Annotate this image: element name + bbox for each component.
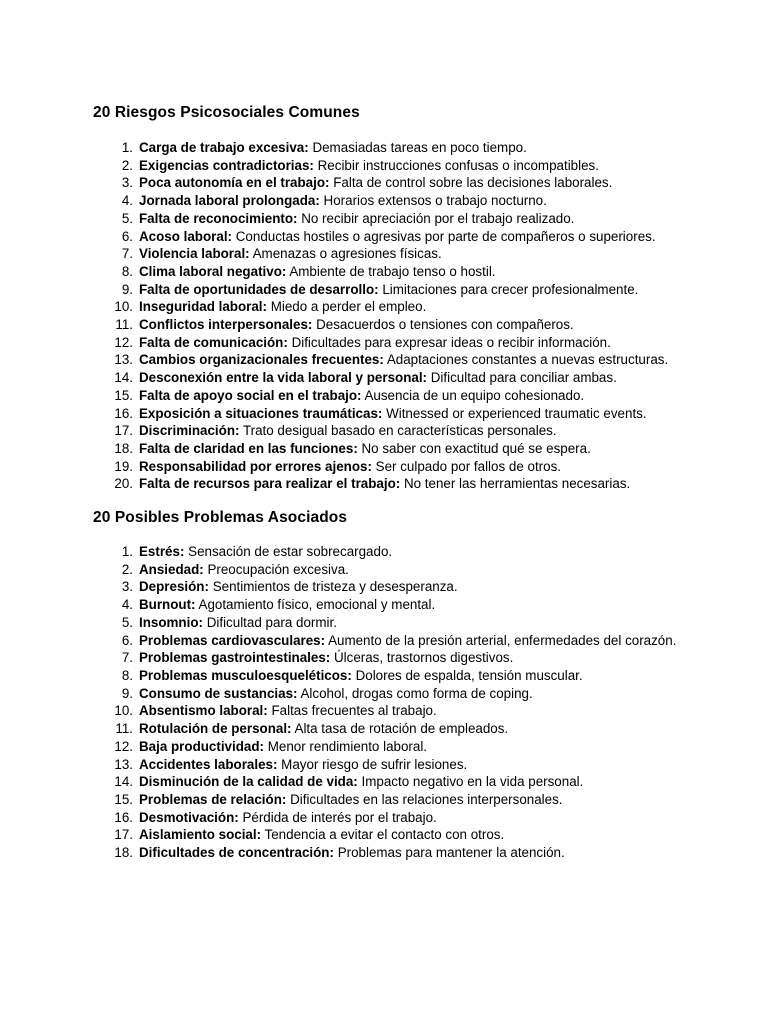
list-item-term: Clima laboral negativo: xyxy=(139,263,287,279)
list-item-number: 13. xyxy=(114,352,133,368)
list-item-term: Inseguridad laboral: xyxy=(139,299,267,315)
list-item-term: Falta de apoyo social en el trabajo: xyxy=(139,387,362,403)
list-item-term: Dificultades de concentración: xyxy=(139,845,334,861)
list-item-term: Carga de trabajo excesiva: xyxy=(139,140,309,155)
list-item-number: 3. xyxy=(121,175,133,191)
list-item-description: Dificultades en las relaciones interpersonales. xyxy=(290,791,563,807)
list-item xyxy=(93,720,683,738)
list-item-description: Menor rendimiento laboral. xyxy=(267,738,428,754)
list-item xyxy=(93,685,683,703)
list-item-description: Pérdida de interés por el trabajo. xyxy=(242,809,437,825)
list-item-term: Falta de comunicación: xyxy=(139,334,288,350)
list-item-number: 18. xyxy=(114,440,133,456)
list-item xyxy=(93,139,683,157)
list-item xyxy=(93,809,683,827)
list-item xyxy=(93,596,683,614)
list-item-term: Conflictos interpersonales: xyxy=(139,317,313,333)
list-item xyxy=(93,458,683,476)
list-item-term: Exigencias contradictorias: xyxy=(139,157,314,173)
list-item-term: Falta de claridad en las funciones: xyxy=(139,440,358,456)
list-item-description: Ausencia de un equipo cohesionado. xyxy=(364,387,585,403)
list-item-number: 9. xyxy=(121,685,133,701)
list-item xyxy=(93,334,683,352)
list-item xyxy=(93,667,683,685)
list-item-number: 14. xyxy=(114,370,133,386)
list-item-description: Preocupación excesiva. xyxy=(207,561,349,577)
list-item xyxy=(93,192,683,210)
list-item-description: Amenazas o agresiones físicas. xyxy=(252,246,442,262)
list-item-term: Falta de recursos para realizar el trabajo: xyxy=(139,476,401,492)
list-item-number: 1. xyxy=(121,544,133,560)
list-item xyxy=(93,422,683,440)
list-item-number: 3. xyxy=(121,579,133,595)
list-item-term: Violencia laboral: xyxy=(139,246,250,262)
list-item-term: Absentismo laboral: xyxy=(139,703,268,719)
list-item xyxy=(93,702,683,720)
list-item-term: Depresión: xyxy=(139,579,209,595)
list-item-number: 10. xyxy=(114,703,133,719)
list-item xyxy=(93,369,683,387)
list-item-description: Miedo a perder el empleo. xyxy=(270,299,427,315)
list-item-number: 1. xyxy=(121,140,133,155)
list-item-description: Horarios extensos o trabajo nocturno. xyxy=(323,193,547,209)
list-item-term: Falta de oportunidades de desarrollo: xyxy=(139,281,379,297)
list-item xyxy=(93,826,683,844)
list-item xyxy=(93,614,683,632)
list-item-term: Disminución de la calidad de vida: xyxy=(139,774,358,790)
list-item-number: 4. xyxy=(121,193,133,209)
list-item-number: 2. xyxy=(121,157,133,173)
list-item-description: Limitaciones para crecer profesionalmente. xyxy=(382,281,639,297)
list-item-number: 8. xyxy=(121,667,133,683)
list-item xyxy=(93,756,683,774)
list-item-term: Responsabilidad por errores ajenos: xyxy=(139,458,372,474)
list-item-number: 20. xyxy=(114,476,133,492)
list-item-number: 16. xyxy=(114,809,133,825)
list-item xyxy=(93,561,683,579)
list-item-number: 12. xyxy=(114,334,133,350)
list-item-term: Insomnio: xyxy=(139,614,203,630)
list-item-description: Dolores de espalda, tensión muscular. xyxy=(355,667,583,683)
list-item xyxy=(93,210,683,228)
list-item xyxy=(93,228,683,246)
list-item-description: Problemas para mantener la atención. xyxy=(337,845,565,861)
riesgos-list xyxy=(93,139,683,493)
problemas-list xyxy=(93,543,683,862)
list-item-description: Ambiente de trabajo tenso o hostil. xyxy=(289,263,496,279)
list-item-description: Impacto negativo en la vida personal. xyxy=(361,774,584,790)
list-item xyxy=(93,632,683,650)
list-item-number: 2. xyxy=(121,561,133,577)
list-item-description: Úlceras, trastornos digestivos. xyxy=(333,650,514,666)
list-item-description: Trato desigual basado en características personales. xyxy=(242,423,557,439)
list-item-term: Exposición a situaciones traumáticas: xyxy=(139,405,383,421)
list-item xyxy=(93,316,683,334)
list-item-number: 8. xyxy=(121,263,133,279)
list-item-number: 17. xyxy=(114,827,133,843)
list-item-term: Desmotivación: xyxy=(139,809,239,825)
list-item-number: 7. xyxy=(121,246,133,262)
list-item xyxy=(93,738,683,756)
list-item-term: Burnout: xyxy=(139,597,196,613)
section-title-problemas: 20 Posibles Problemas Asociados xyxy=(93,509,348,527)
list-item-description: Recibir instrucciones confusas o incompatibles. xyxy=(317,157,599,173)
list-item-term: Falta de reconocimiento: xyxy=(139,210,298,226)
list-item xyxy=(93,440,683,458)
list-item-number: 15. xyxy=(114,387,133,403)
list-item-term: Problemas cardiovasculares: xyxy=(139,632,326,648)
list-item xyxy=(93,578,683,596)
list-item xyxy=(93,405,683,423)
list-item xyxy=(93,245,683,263)
list-item xyxy=(93,649,683,667)
list-item-term: Problemas musculoesqueléticos: xyxy=(139,667,352,683)
list-item-term: Problemas de relación: xyxy=(139,791,287,807)
list-item-term: Discriminación: xyxy=(139,423,240,439)
list-item-description: Dificultad para conciliar ambas. xyxy=(430,370,617,386)
list-item-description: No tener las herramientas necesarias. xyxy=(403,476,631,492)
list-item-term: Ansiedad: xyxy=(139,561,204,577)
list-item-description: Demasiadas tareas en poco tiempo. xyxy=(312,140,527,155)
list-item-term: Accidentes laborales: xyxy=(139,756,278,772)
list-item xyxy=(93,844,683,862)
list-item-number: 16. xyxy=(114,405,133,421)
list-item-term: Jornada laboral prolongada: xyxy=(139,193,320,209)
list-item-term: Problemas gastrointestinales: xyxy=(139,650,331,666)
list-item xyxy=(93,157,683,175)
list-item-term: Baja productividad: xyxy=(139,738,264,754)
list-item-description: Falta de control sobre las decisiones laborales. xyxy=(333,175,613,191)
list-item-number: 4. xyxy=(121,597,133,613)
list-item xyxy=(93,387,683,405)
list-item-term: Desconexión entre la vida laboral y personal: xyxy=(139,370,427,386)
list-item xyxy=(93,263,683,281)
list-item xyxy=(93,298,683,316)
list-item-number: 19. xyxy=(114,458,133,474)
list-item-number: 6. xyxy=(121,228,133,244)
list-item-number: 18. xyxy=(114,845,133,861)
list-item xyxy=(93,174,683,192)
list-item-description: Adaptaciones constantes a nuevas estructuras. xyxy=(386,352,669,368)
list-item-term: Aislamiento social: xyxy=(139,827,262,843)
list-item-term: Cambios organizacionales frecuentes: xyxy=(139,352,384,368)
section-title-riesgos: 20 Riesgos Psicosociales Comunes xyxy=(93,104,360,121)
list-item-description: Aumento de la presión arterial, enfermedades del corazón. xyxy=(328,632,677,648)
list-item-term: Poca autonomía en el trabajo: xyxy=(139,175,330,191)
list-item xyxy=(93,543,683,561)
list-item-number: 9. xyxy=(121,281,133,297)
list-item-number: 17. xyxy=(114,423,133,439)
list-item-description: Sensación de estar sobrecargado. xyxy=(188,544,393,560)
list-item xyxy=(93,351,683,369)
list-item-number: 5. xyxy=(121,614,133,630)
list-item-description: Dificultades para expresar ideas o recibir información. xyxy=(291,334,611,350)
list-item-description: Agotamiento físico, emocional y mental. xyxy=(198,597,436,613)
list-item-description: Desacuerdos o tensiones con compañeros. xyxy=(316,317,574,333)
list-item-number: 5. xyxy=(121,210,133,226)
list-item-number: 11. xyxy=(115,721,133,737)
list-item-description: Tendencia a evitar el contacto con otros. xyxy=(264,827,505,843)
list-item-description: Mayor riesgo de sufrir lesiones. xyxy=(281,756,468,772)
list-item-number: 6. xyxy=(121,632,133,648)
list-item-number: 15. xyxy=(114,791,133,807)
list-item-description: Dificultad para dormir. xyxy=(206,614,337,630)
document-page xyxy=(93,103,683,862)
list-item-number: 11. xyxy=(115,317,133,333)
list-item-description: Faltas frecuentes al trabajo. xyxy=(271,703,437,719)
list-item-description: Sentimientos de tristeza y desesperanza. xyxy=(212,579,458,595)
list-item-description: Alcohol, drogas como forma de coping. xyxy=(300,685,533,701)
list-item-number: 14. xyxy=(114,774,133,790)
list-item-description: Alta tasa de rotación de empleados. xyxy=(294,721,509,737)
list-item-term: Estrés: xyxy=(139,544,185,560)
list-item-number: 13. xyxy=(114,756,133,772)
list-item-description: Witnessed or experienced traumatic events. xyxy=(386,405,647,421)
list-item-description: No recibir apreciación por el trabajo realizado. xyxy=(301,210,575,226)
list-item xyxy=(93,281,683,299)
list-item-term: Rotulación de personal: xyxy=(139,721,292,737)
list-item-number: 7. xyxy=(121,650,133,666)
list-item-description: Ser culpado por fallos de otros. xyxy=(375,458,562,474)
list-item-description: Conductas hostiles o agresivas por parte de compañeros o superiores. xyxy=(235,228,656,244)
list-item-number: 12. xyxy=(114,738,133,754)
list-item xyxy=(93,475,683,493)
list-item xyxy=(93,773,683,791)
list-item-description: No saber con exactitud qué se espera. xyxy=(361,440,591,456)
list-item xyxy=(93,791,683,809)
list-item-term: Acoso laboral: xyxy=(139,228,233,244)
list-item-term: Consumo de sustancias: xyxy=(139,685,298,701)
list-item-number: 10. xyxy=(114,299,133,315)
